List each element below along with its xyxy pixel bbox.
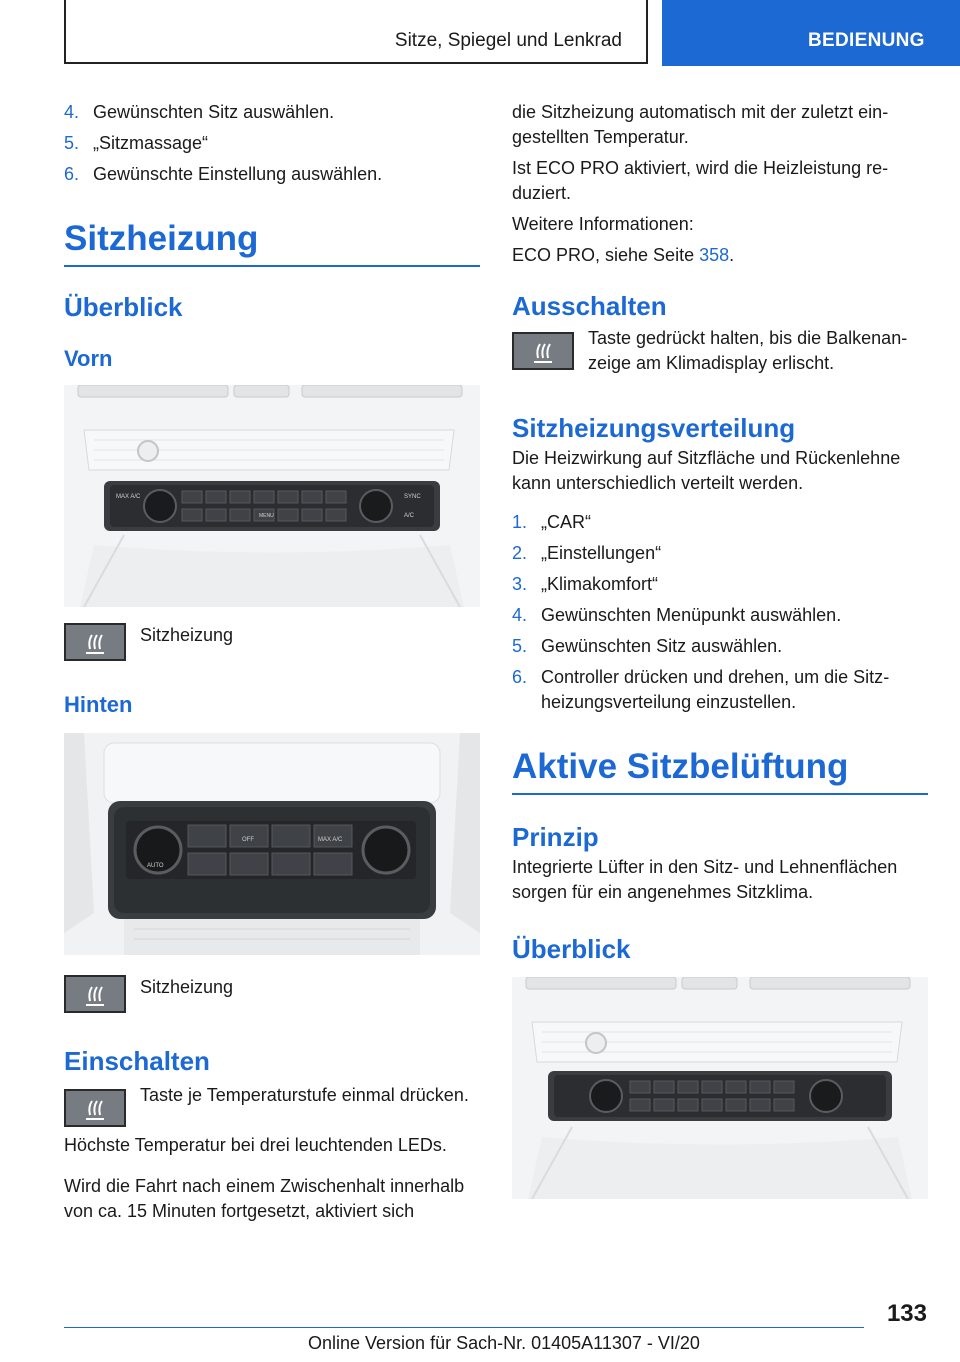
heading-hinten: Hinten xyxy=(64,692,133,717)
paragraph-hoechste-temperatur: Höchste Temperatur bei drei leuchtenden LEDs. xyxy=(64,1135,447,1155)
ventilation-climate-panel-image xyxy=(512,977,928,1199)
rear-seat-heating-legend xyxy=(64,975,480,1013)
footer-online-version: Online Version für Sach-Nr. 01405A11307 - VI/20 xyxy=(308,1333,700,1353)
einschalten-text: Taste je Temperaturstufe einmal drücken. xyxy=(140,1085,469,1105)
heading-aktive-sitzbelueftung: Aktive Sitzbelüftung xyxy=(512,745,928,795)
front-seat-heating-legend xyxy=(64,623,480,661)
list-item: 4. Gewünschten Sitz auswählen. xyxy=(64,102,335,122)
heading-ausschalten: Ausschalten xyxy=(512,291,667,321)
paragraph-weitere-info: Weitere Informationen: xyxy=(512,214,694,234)
header-section-title: Sitze, Spiegel und Lenkrad xyxy=(394,30,622,51)
list-item: 5. Gewünschten Sitz auswählen. xyxy=(512,636,783,656)
paragraph-fahrt-fortgesetzt: Wird die Fahrt nach einem Zwischenhalt innerhalb von ca. 15 Minuten fortgesetzt, aktiviert sich xyxy=(64,1176,465,1221)
heading-sitzheizung: Sitzheizung xyxy=(64,217,480,267)
list-item: 2. „Einstellungen“ xyxy=(512,543,662,563)
right-column xyxy=(512,100,928,1199)
panel-label-sync: SYNC xyxy=(404,494,421,500)
heading-einschalten: Einschalten xyxy=(64,1046,210,1076)
front-climate-panel-image xyxy=(64,385,480,607)
legend-text-rear: Sitzheizung xyxy=(140,977,234,997)
list-item: 6. Gewünschte Einstellung auswählen. xyxy=(64,164,383,184)
paragraph-prinzip: Integrierte Lüfter in den Sitz- und Lehnenflächen sorgen für ein angenehmes Sitzklima. xyxy=(512,857,898,902)
list-item: 3. „Klimakomfort“ xyxy=(512,574,659,594)
list-item: 1. „CAR“ xyxy=(512,512,591,532)
legend-text-front: Sitzheizung xyxy=(140,625,234,645)
paragraph-automatisch: die Sitzheizung automatisch mit der zuletzt eingestellten Temperatur. xyxy=(512,102,889,147)
panel-label-max-ac-rear: MAX A/C xyxy=(318,837,343,843)
einschalten-instruction xyxy=(64,1083,480,1127)
seat-heating-icon xyxy=(64,1089,126,1127)
list-item: 4. Gewünschten Menüpunkt auswählen. xyxy=(512,605,842,625)
panel-label-auto: AUTO xyxy=(147,863,164,869)
header-frame xyxy=(64,0,648,64)
seat-heating-icon xyxy=(512,332,574,370)
ausschalten-instruction xyxy=(512,326,928,376)
ausschalten-text: Taste gedrückt halten, bis die Balkenanzeige am Klimadisplay erlischt. xyxy=(588,328,908,373)
steps-top-list xyxy=(64,100,480,187)
heading-ueberblick-belueftung: Überblick xyxy=(512,934,631,964)
panel-label-off: OFF xyxy=(242,837,254,843)
paragraph-verteilung: Die Heizwirkung auf Sitzfläche und Rückenlehne kann unterschiedlich verteilt werden. xyxy=(512,448,901,493)
heading-sitzheizungsverteilung: Sitzheizungsverteilung xyxy=(512,413,796,443)
list-item: 5. „Sitzmassage“ xyxy=(64,133,209,153)
steps-verteilung-list xyxy=(512,510,928,715)
left-column xyxy=(64,100,480,1224)
seat-heating-icon xyxy=(64,623,126,661)
page-number: 133 xyxy=(886,1300,927,1327)
page-reference-link[interactable]: 358 xyxy=(699,245,730,265)
panel-label-ac: A/C xyxy=(404,513,415,519)
header-chapter-tab: BEDIENUNG xyxy=(662,0,960,66)
panel-label-menu: MENU xyxy=(259,513,274,519)
heading-ueberblick: Überblick xyxy=(64,292,183,322)
paragraph-eco-pro: Ist ECO PRO aktiviert, wird die Heizleistung reduziert. xyxy=(512,158,889,203)
list-item: 6. Controller drücken und drehen, um die Sitzheizungsverteilung einzustellen. xyxy=(512,667,890,712)
footer-divider xyxy=(64,1327,864,1328)
heading-prinzip: Prinzip xyxy=(512,822,599,852)
rear-climate-panel-image xyxy=(64,733,480,955)
heading-vorn: Vorn xyxy=(64,346,113,371)
seat-heating-icon xyxy=(64,975,126,1013)
paragraph-eco-reference: ECO PRO, siehe Seite 358. xyxy=(512,245,735,265)
panel-label-max-ac: MAX A/C xyxy=(116,494,141,500)
